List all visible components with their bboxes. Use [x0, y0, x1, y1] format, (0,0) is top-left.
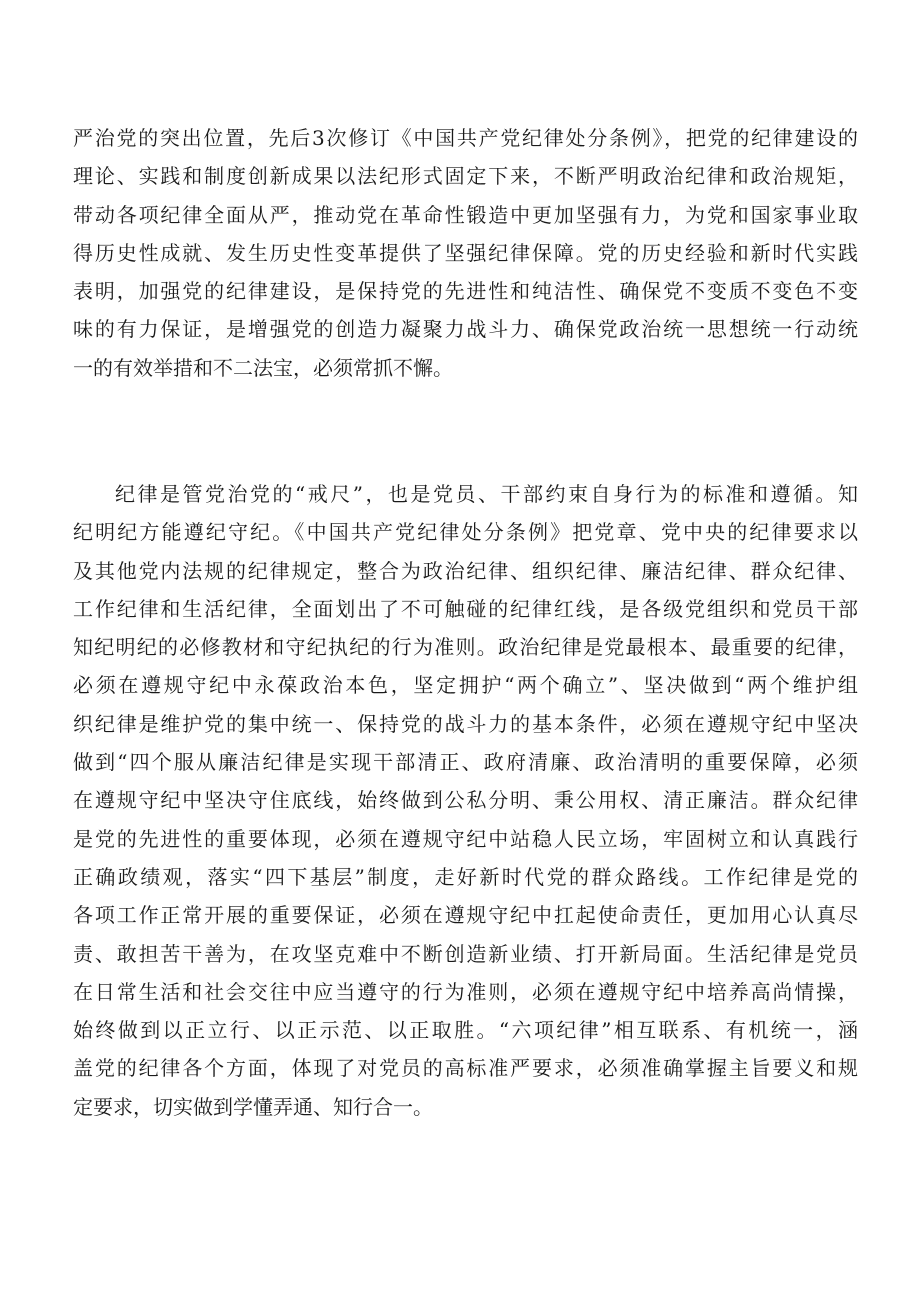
paragraph-line: 知纪明纪的必修教材和守纪执纪的行为准则。政治纪律是党最根本、最重要的纪律， [73, 635, 858, 660]
paragraph-line: 表明，加强党的纪律建设，是保持党的先进性和纯洁性、确保党不变质不变色不变 [73, 279, 858, 304]
paragraph-line: 理论、实践和制度创新成果以法纪形式固定下来，不断严明政治纪律和政治规矩， [73, 164, 858, 189]
paragraph-line: 定要求，切实做到学懂弄通、知行合一。 [73, 1094, 433, 1119]
paragraph-line: 严治党的突出位置，先后3次修订《中国共产党纪律处分条例》，把党的纪律建设的 [73, 126, 858, 150]
paragraph-1 [73, 119, 858, 387]
paragraph-line: 必须在遵规守纪中永葆政治本色，坚定拥护“两个确立”、坚决做到“两个维护组 [73, 673, 858, 698]
paragraph-line: 纪律是管党治党的“戒尺”，也是党员、干部约束自身行为的标准和遵循。知 [115, 482, 858, 506]
paragraph-line: 得历史性成就、发生历史性变革提供了坚强纪律保障。党的历史经验和新时代实践 [73, 240, 858, 265]
paragraph-line: 各项工作正常开展的重要保证，必须在遵规守纪中扛起使命责任，更加用心认真尽 [73, 903, 858, 928]
paragraph-line: 是党的先进性的重要体现，必须在遵规守纪中站稳人民立场，牢固树立和认真践行 [73, 826, 858, 851]
paragraph-line: 在日常生活和社会交往中应当遵守的行为准则，必须在遵规守纪中培养高尚情操， [73, 979, 858, 1004]
paragraph-line: 始终做到以正立行、以正示范、以正取胜。“六项纪律”相互联系、有机统一，涵 [73, 1018, 858, 1043]
paragraph-2 [73, 475, 858, 1126]
paragraph-line: 织纪律是维护党的集中统一、保持党的战斗力的基本条件，必须在遵规守纪中坚决 [73, 711, 858, 736]
paragraph-line: 责、敢担苦干善为，在攻坚克难中不断创造新业绩、打开新局面。生活纪律是党员 [73, 941, 858, 966]
paragraph-line: 工作纪律和生活纪律，全面划出了不可触碰的纪律红线，是各级党组织和党员干部 [73, 596, 858, 621]
paragraph-line: 盖党的纪律各个方面，体现了对党员的高标准严要求，必须准确掌握主旨要义和规 [73, 1056, 858, 1081]
paragraph-line: 做到“四个服从廉洁纪律是实现干部清正、政府清廉、政治清明的重要保障，必须 [73, 750, 858, 775]
paragraph-line: 带动各项纪律全面从严，推动党在革命性锻造中更加坚强有力，为党和国家事业取 [73, 202, 858, 227]
paragraph-line: 正确政绩观，落实“四下基层”制度，走好新时代党的群众路线。工作纪律是党的 [73, 864, 858, 889]
paragraph-line: 在遵规守纪中坚决守住底线，始终做到公私分明、秉公用权、清正廉洁。群众纪律 [73, 788, 858, 813]
paragraph-line: 及其他党内法规的纪律规定，整合为政治纪律、组织纪律、廉洁纪律、群众纪律、 [73, 558, 858, 583]
paragraph-line: 一的有效举措和不二法宝，必须常抓不懈。 [73, 355, 453, 380]
paragraph-line: 纪明纪方能遵纪守纪。《中国共产党纪律处分条例》把党章、党中央的纪律要求以 [73, 520, 858, 545]
paragraph-line: 味的有力保证，是增强党的创造力凝聚力战斗力、确保党政治统一思想统一行动统 [73, 317, 858, 342]
